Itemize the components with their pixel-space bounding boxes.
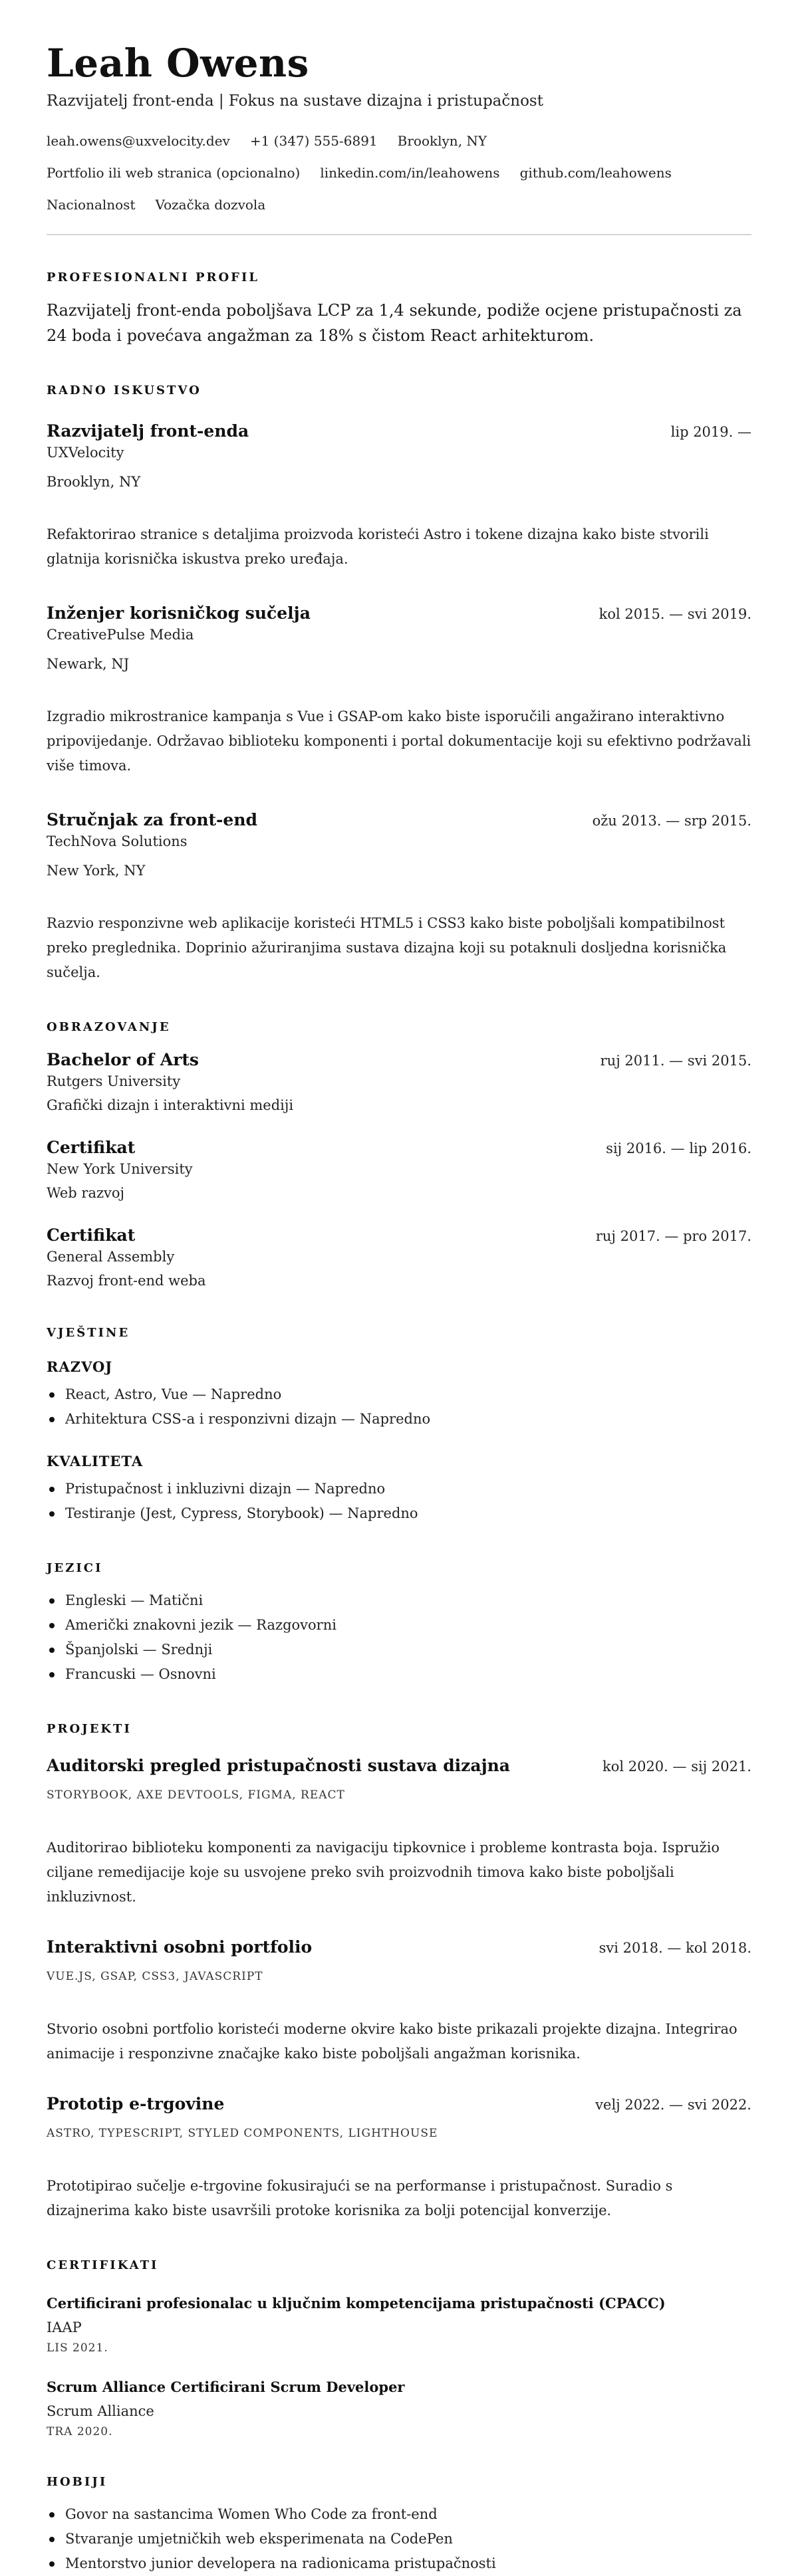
education-date: ruj 2011. — svi 2015. [600, 1053, 751, 1069]
project-description: Prototipirao sučelje e-trgovine fokusirajući se na performanse i pristupačnost. Suradio s dizajnerima kako biste usavršili protoke korisnika za bolji potencijal konverzije. [47, 2178, 673, 2218]
skill-list [47, 1382, 751, 1432]
list-item: Stvaranje umjetničkih web eksperimenata na CodePen [47, 2527, 751, 2551]
project-date: velj 2022. — svi 2022. [595, 2097, 751, 2113]
education-section [47, 1020, 751, 1291]
project-tech: VUE.JS, GSAP, CSS3, JAVASCRIPT [47, 1970, 263, 1983]
project-entry [47, 2093, 751, 2223]
study-field: Grafički dizajn i interaktivni mediji [47, 1097, 294, 1113]
skills-section [47, 1325, 751, 1526]
header-divider [47, 234, 751, 235]
links-row [47, 163, 751, 182]
resume-header [47, 41, 751, 235]
job-date: ožu 2013. — srp 2015. [592, 813, 751, 829]
study-field: Web razvoj [47, 1185, 125, 1201]
certificate-name: Scrum Alliance Certificirani Scrum Developer [47, 2379, 405, 2395]
candidate-name: Leah Owens [47, 41, 309, 86]
job-title: Razvijatelj front-enda [47, 421, 249, 441]
list-item: Mentorstvo junior developera na radionicama pristupačnosti [47, 2551, 751, 2576]
profile-summary: Razvijatelj front-enda poboljšava LCP za 1,4 sekunde, podiže ocjene pristupačnosti za 24 boda i povećava angažman za 18% s čistom React arhitekturom. [47, 301, 742, 345]
certificate-date: TRA 2020. [47, 2425, 113, 2438]
location-text: Brooklyn, NY [397, 133, 487, 149]
skill-category: KVALITETA [47, 1453, 144, 1469]
skill-list [47, 1477, 751, 1526]
hobbies-section [47, 2474, 751, 2576]
certificate-date: LIS 2021. [47, 2341, 108, 2355]
project-description: Auditorirao biblioteku komponenti za navigaciju tipkovnice i probleme kontrasta boja. Ispružio ciljane remedijacije koje su usvojene preko svih proizvodnih timova kako biste poboljšali inkluzivnost. [47, 1840, 720, 1905]
certificates-section [47, 2258, 751, 2440]
list-item: Španjolski — Srednji [47, 1638, 751, 1662]
degree-title: Certifikat [47, 1226, 136, 1245]
profile-section [47, 270, 751, 348]
list-item: Govor na sastancima Women Who Code za front-end [47, 2502, 751, 2527]
projects-heading: PROJEKTI [47, 1722, 132, 1736]
degree-title: Bachelor of Arts [47, 1050, 200, 1069]
education-entry [47, 1224, 751, 1291]
portfolio-link[interactable]: Portfolio ili web stranica (opcionalno) [47, 165, 301, 181]
language-list [47, 1588, 751, 1687]
hobbies-heading: HOBIJI [47, 2475, 108, 2489]
experience-heading: RADNO ISKUSTVO [47, 383, 201, 397]
projects-section [47, 1721, 751, 2223]
job-title: Stručnjak za front-end [47, 810, 257, 829]
job-description: Izgradio mikrostranice kampanja s Vue i GSAP-om kako biste isporučili angažirano interaktivno pripovijedanje. Održavao biblioteku komponenti i portal dokumentacije koji su efektivno podržavali više timova. [47, 708, 751, 774]
languages-section [47, 1560, 751, 1687]
license-text: Vozačka dozvola [155, 197, 266, 213]
list-item: Pristupačnost i inkluzivni dizajn — Napredno [47, 1477, 751, 1501]
languages-heading: JEZICI [47, 1561, 103, 1575]
job-company: UXVelocity [47, 445, 124, 461]
project-date: kol 2020. — sij 2021. [602, 1759, 751, 1774]
job-description: Refaktorirao stranice s detaljima proizvoda koristeći Astro i tokene dizajna kako biste stvorili glatnija korisnička iskustva preko uređaja. [47, 526, 709, 567]
job-entry [47, 602, 751, 778]
project-title: Auditorski pregled pristupačnosti sustava dizajna [47, 1756, 510, 1775]
project-entry [47, 1936, 751, 2066]
job-date: kol 2015. — svi 2019. [598, 606, 751, 622]
job-description: Razvio responzivne web aplikacije koristeći HTML5 i CSS3 kako biste poboljšali kompatibilnost preko preglednika. Doprinio ažuriranjima sustava dizajna koji su potaknuli dosljedna korisnička sučelja. [47, 915, 727, 980]
phone-number[interactable]: +1 (347) 555-6891 [249, 133, 378, 149]
project-entry [47, 1755, 751, 1909]
list-item: Američki znakovni jezik — Razgovorni [47, 1613, 751, 1638]
project-title: Interaktivni osobni portfolio [47, 1937, 313, 1957]
job-company: TechNova Solutions [47, 833, 188, 849]
personal-row [47, 195, 751, 214]
study-field: Razvoj front-end weba [47, 1273, 206, 1289]
skills-heading: VJEŠTINE [47, 1326, 130, 1340]
job-location: New York, NY [47, 863, 146, 879]
job-company: CreativePulse Media [47, 627, 194, 643]
project-title: Prototip e-trgovine [47, 2094, 225, 2113]
project-description: Stvorio osobni portfolio koristeći moderne okvire kako biste prikazali projekte dizajna. Integrirao animacije i responzivne značajke kako biste poboljšali angažman korisnika. [47, 2021, 737, 2062]
job-title: Inženjer korisničkog sučelja [47, 603, 311, 623]
certificate-entry [47, 2377, 751, 2440]
certificate-entry [47, 2294, 751, 2356]
job-location: Brooklyn, NY [47, 474, 141, 490]
list-item: Engleski — Matični [47, 1588, 751, 1613]
job-entry [47, 809, 751, 985]
education-heading: OBRAZOVANJE [47, 1020, 171, 1034]
degree-title: Certifikat [47, 1138, 136, 1157]
school-name: New York University [47, 1161, 193, 1177]
profile-heading: PROFESIONALNI PROFIL [47, 270, 260, 284]
job-entry [47, 420, 751, 572]
linkedin-link[interactable]: linkedin.com/in/leahowens [320, 165, 500, 181]
email-link[interactable]: leah.owens@uxvelocity.dev [47, 133, 230, 149]
project-tech: STORYBOOK, AXE DEVTOOLS, FIGMA, REACT [47, 1788, 345, 1802]
job-date: lip 2019. — [670, 424, 751, 440]
project-date: svi 2018. — kol 2018. [598, 1940, 751, 1956]
list-item: Francuski — Osnovni [47, 1662, 751, 1687]
certificate-name: Certificirani profesionalac u ključnim kompetencijama pristupačnosti (CPACC) [47, 2295, 666, 2311]
contact-row [47, 132, 751, 150]
skill-category: RAZVOJ [47, 1358, 113, 1375]
school-name: General Assembly [47, 1249, 175, 1265]
education-date: ruj 2017. — pro 2017. [595, 1228, 751, 1244]
candidate-headline: Razvijatelj front-enda | Fokus na sustave dizajna i pristupačnost [47, 92, 543, 110]
nationality-text: Nacionalnost [47, 197, 136, 213]
certificates-heading: CERTIFIKATI [47, 2258, 159, 2272]
education-entry [47, 1136, 751, 1203]
project-tech: ASTRO, TYPESCRIPT, STYLED COMPONENTS, LIGHTHOUSE [47, 2127, 438, 2140]
certificate-issuer: Scrum Alliance [47, 2403, 154, 2419]
certificate-issuer: IAAP [47, 2319, 82, 2335]
list-item: Testiranje (Jest, Cypress, Storybook) — Napredno [47, 1501, 751, 1526]
education-entry [47, 1049, 751, 1115]
list-item: React, Astro, Vue — Napredno [47, 1382, 751, 1407]
experience-section [47, 383, 751, 985]
list-item: Arhitektura CSS-a i responzivni dizajn — Napredno [47, 1407, 751, 1432]
github-link[interactable]: github.com/leahowens [519, 165, 672, 181]
school-name: Rutgers University [47, 1073, 181, 1089]
education-date: sij 2016. — lip 2016. [606, 1140, 751, 1156]
hobby-list [47, 2502, 751, 2576]
job-location: Newark, NJ [47, 656, 130, 672]
